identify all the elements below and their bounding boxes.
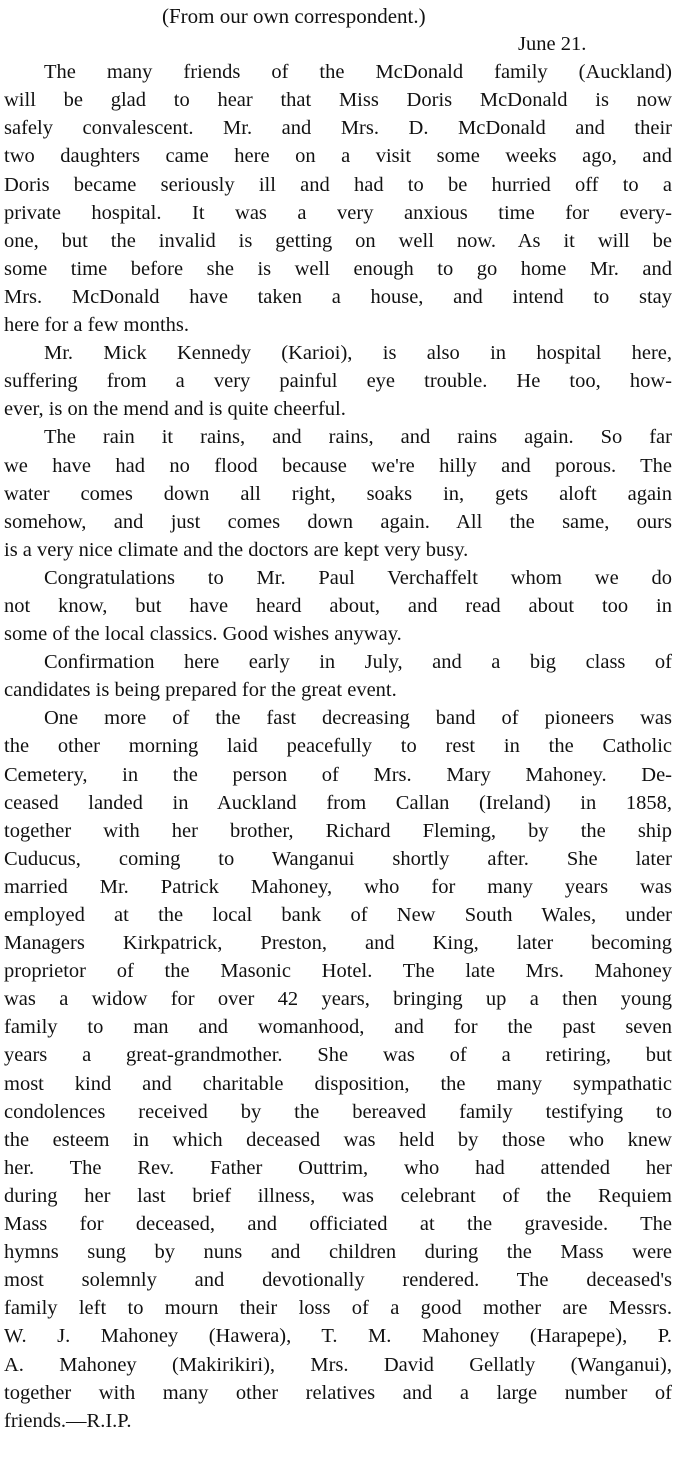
text-line: family to man and womanhood, and for the past seven [4,1016,672,1039]
text-line: safely convalescent. Mr. and Mrs. D. McDonald and their [4,117,672,140]
text-line: private hospital. It was a very anxious time for every- [4,201,672,224]
text-line: A. Mahoney (Makirikiri), Mrs. David Gellatly (Wanganui), [4,1353,672,1376]
text-line: will be glad to hear that Miss Doris McDonald is now [4,89,672,112]
text-line: was a widow for over 42 years, bringing up a then young [4,988,672,1011]
text-line: the esteem in which deceased was held by those who knew [4,1128,672,1151]
text-line: most solemnly and devotionally rendered. The deceased's [4,1269,672,1292]
text-line: married Mr. Patrick Mahoney, who for many years was [4,875,672,898]
text-line: One more of the fast decreasing band of pioneers was [44,707,672,730]
text-line: two daughters came here on a visit some weeks ago, and [4,145,672,168]
text-line: Mr. Mick Kennedy (Karioi), is also in hospital here, [44,342,672,365]
text-line: Cuducus, coming to Wanganui shortly after. She later [4,847,672,870]
text-line: ceased landed in Auckland from Callan (Ireland) in 1858, [4,791,672,814]
text-line: some time before she is well enough to go home Mr. and [4,257,672,280]
text-line: condolences received by the bereaved family testifying to [4,1100,672,1123]
text-line: somehow, and just comes down again. All the same, ours [4,510,672,533]
article-column [4,2,672,1435]
text-line: friends.—R.I.P. [4,1409,132,1432]
text-line: Confirmation here early in July, and a big class of [44,651,672,674]
text-line: The many friends of the McDonald family (Auckland) [44,61,672,84]
text-line: is a very nice climate and the doctors are kept very busy. [4,538,469,561]
text-line: years a great-grandmother. She was of a retiring, but [4,1044,672,1067]
text-line: W. J. Mahoney (Hawera), T. M. Mahoney (Harapepe), P. [4,1325,672,1348]
text-line: one, but the invalid is getting on well now. As it will be [4,229,672,252]
text-line: some of the local classics. Good wishes anyway. [4,623,402,646]
text-line: water comes down all right, soaks in, gets aloft again [4,482,672,505]
text-line: together with her brother, Richard Fleming, by the ship [4,819,672,842]
text-line: proprietor of the Masonic Hotel. The late Mrs. Mahoney [4,960,672,983]
text-line: here for a few months. [4,314,190,337]
text-line: hymns sung by nuns and children during the Mass were [4,1241,672,1264]
text-line: Doris became seriously ill and had to be hurried off to a [4,173,672,196]
text-line: Managers Kirkpatrick, Preston, and King, later becoming [4,932,672,955]
dateline: June 21. [518,33,587,56]
text-line: suffering from a very painful eye trouble. He too, how- [4,370,672,393]
text-line: Mrs. McDonald have taken a house, and intend to stay [4,285,672,308]
text-line: most kind and charitable disposition, the many sympathatic [4,1072,672,1095]
text-line: the other morning laid peacefully to rest in the Catholic [4,735,672,758]
text-line: not know, but have heard about, and read about too in [4,594,672,617]
byline: (From our own correspondent.) [162,4,426,28]
text-line: family left to mourn their loss of a good mother are Messrs. [4,1297,672,1320]
article-body [4,58,672,1435]
text-line: Mass for deceased, and officiated at the graveside. The [4,1213,672,1236]
text-line: Congratulations to Mr. Paul Verchaffelt whom we do [44,566,672,589]
text-line: together with many other relatives and a large number of [4,1381,672,1404]
text-line: we have had no flood because we're hilly and porous. The [4,454,672,477]
text-line: during her last brief illness, was celebrant of the Requiem [4,1184,672,1207]
text-line: ever, is on the mend and is quite cheerful. [4,398,346,421]
text-line: her. The Rev. Father Outtrim, who had attended her [4,1156,672,1179]
text-line: candidates is being prepared for the great event. [4,679,397,702]
text-line: employed at the local bank of New South Wales, under [4,904,672,926]
text-line: The rain it rains, and rains, and rains again. So far [44,426,672,449]
text-line: Cemetery, in the person of Mrs. Mary Mahoney. De- [4,763,672,786]
